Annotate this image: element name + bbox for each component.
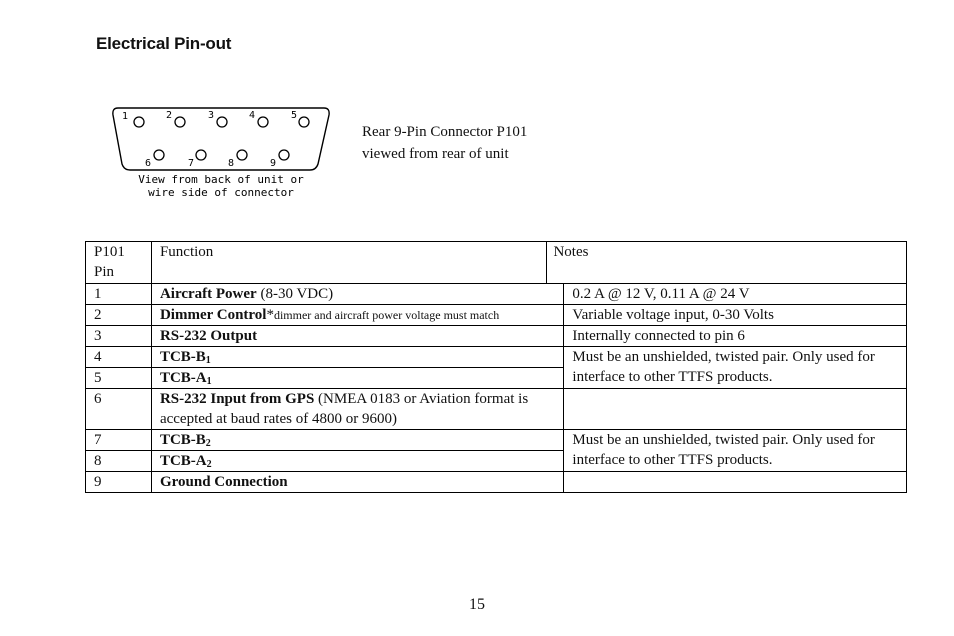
pin-cell: 9 [86,472,152,493]
connector-caption-line1: Rear 9-Pin Connector P101 [362,124,528,140]
function-cell: RS-232 Input from GPS (NMEA 0183 or Aviation format is accepted at baud rates of 4800 or 9600) [151,389,563,430]
table-header-row [86,242,907,284]
diagram-caption-line1: View from back of unit or [138,173,304,186]
header-notes: Notes [547,242,907,284]
table-row [86,305,907,326]
connector-caption [362,121,527,165]
page-number: 15 [469,596,485,613]
table-row [86,472,907,493]
pin-1-circle [134,117,144,127]
pin-label: 9 [270,158,277,169]
pin-cell: 7 [86,430,152,451]
table-row [86,389,907,430]
pin-cell: 1 [86,284,152,305]
notes-cell: Variable voltage input, 0-30 Volts [564,305,907,326]
header-pin: P101 Pin [86,242,152,284]
pin-cell: 2 [86,305,152,326]
function-cell: Aircraft Power (8-30 VDC) [151,284,563,305]
pin-cell: 3 [86,326,152,347]
pin-cell: 6 [86,389,152,430]
notes-cell: Must be an unshielded, twisted pair. Only used for interface to other TTFS products. [564,347,907,389]
pin-label: 1 [122,111,129,122]
pin-4-circle [258,117,268,127]
function-cell: TCB-$B_2$ [151,430,563,451]
pin-label: 2 [166,110,173,121]
notes-cell: Internally connected to pin 6 [564,326,907,347]
pin-3-circle [217,117,227,127]
notes-cell [564,389,907,430]
pin-6-circle [154,150,164,160]
pinout-table [85,241,907,493]
pin-cell: 8 [86,451,152,472]
connector-caption-line2: viewed from rear of unit [362,146,509,162]
pin-label: 4 [249,110,256,121]
pin-label: 8 [228,158,235,169]
pin-2-circle [175,117,185,127]
function-cell: TCB-$A_2$ [151,451,563,472]
pin-7-circle [196,150,206,160]
notes-cell [564,472,907,493]
table-row [86,430,907,451]
pin-label: 7 [188,158,195,169]
function-cell: RS-232 Output [151,326,563,347]
section-title: Electrical Pin-out [96,34,232,53]
function-cell: Dimmer Control*dimmer and aircraft power voltage must match [151,305,563,326]
pin-cell: 5 [86,368,152,389]
function-cell: TCB-$A_1$ [151,368,563,389]
header-function: Function [151,242,547,284]
table-row [86,284,907,305]
notes-cell: Must be an unshielded, twisted pair. Only used for interface to other TTFS products. [564,430,907,472]
pin-5-circle [299,117,309,127]
pin-label: 6 [145,158,152,169]
table-row [86,326,907,347]
pin-9-circle [279,150,289,160]
pin-label: 5 [291,110,298,121]
pin-8-circle [237,150,247,160]
diagram-caption-line2: wire side of connector [148,186,294,199]
db9-connector-diagram [108,102,340,202]
notes-cell: 0.2 A @ 12 V, 0.11 A @ 24 V [564,284,907,305]
table-row [86,347,907,368]
pin-cell: 4 [86,347,152,368]
pin-label: 3 [208,110,215,121]
function-cell: Ground Connection [151,472,563,493]
function-cell: TCB-$B_1$ [151,347,563,368]
